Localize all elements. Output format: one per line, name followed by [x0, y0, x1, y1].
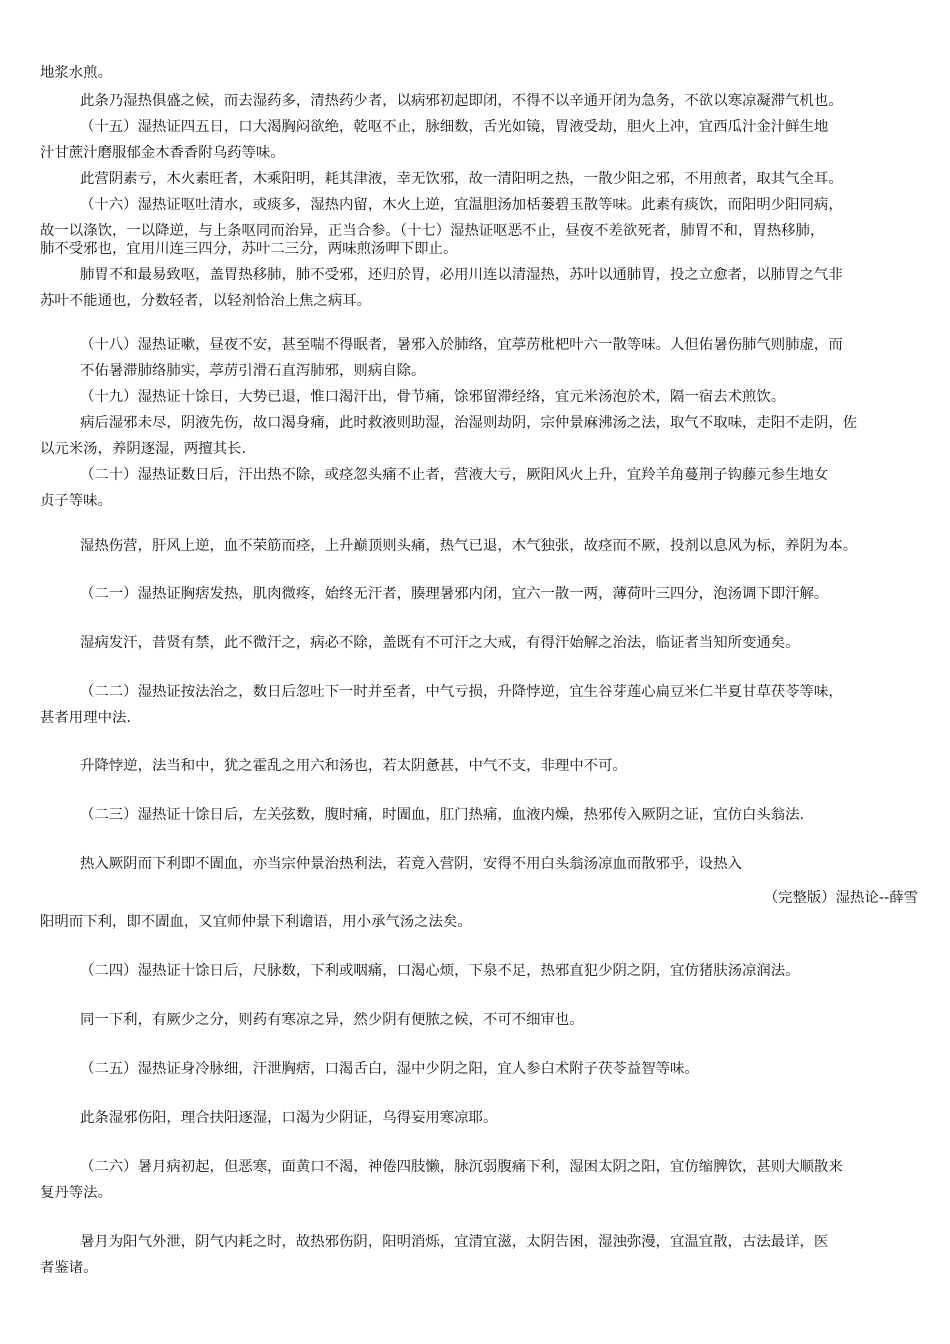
clause-line: 不佑暑滞肺络肺实，葶苈引滑石直泻肺邪，则病自除。 [80, 363, 426, 379]
commentary-line: 阳明而下利，即不圊血，又宜师仲景下利谵语，用小承气汤之法矣。 [40, 914, 472, 930]
commentary-line: 者鉴诸。 [40, 1260, 98, 1276]
commentary-line: 苏叶不能通也，分数轻者，以轻剂恰治上焦之病耳。 [40, 293, 371, 309]
clause-line: （二一）湿热证胸痞发热，肌肉微疼，始终无汗者，腠理暑邪内闭，宜六一散一两，薄荷叶三四分，泡汤调下即汗解。 [80, 586, 829, 602]
clause-line: （十六）湿热证呕吐清水，或痰多，湿热内留，木火上逆，宜温胆汤加栝蒌碧玉散等味。此素有痰饮，而阳明少阳同病， [80, 197, 843, 213]
clause-line: （二十）湿热证数日后，汗出热不除，或痉忽头痛不止者，营液大亏，厥阳风火上升，宜羚羊角蔓荆子钩藤元参生地女 [80, 467, 829, 483]
clause-line: 贞子等味。 [40, 493, 112, 509]
clause-line: （二三）湿热证十馀日后，左关弦数，腹时痛，时圊血，肛门热痛，血液内燥，热邪传入厥阴之证，宜仿白头翁法. [80, 807, 805, 823]
commentary-line: 湿病发汗，昔贤有禁，此不微汗之，病必不除，盖既有不可汗之大戒，有得汗始解之治法，临证者当知所变通矣。 [80, 635, 800, 651]
clause-line: 汁甘蔗汁磨服郁金木香香附乌药等味。 [40, 145, 285, 161]
commentary-line: 肺胃不和最易致呕，盖胃热移肺，肺不受邪，还归於胃，必用川连以清湿热，苏叶以通肺胃，投之立愈者，以肺胃之气非 [80, 267, 843, 283]
commentary-line: 病后湿邪未尽，阴液先伤，故口渴身痛，此时救液则助湿，治湿则劫阴，宗仲景麻沸汤之法，取气不取味，走阳不走阴，佐 [80, 415, 858, 431]
clause-line: 复丹等法。 [40, 1185, 112, 1201]
clause-line: 甚者用理中法. [40, 710, 131, 726]
commentary-line: 此营阴素亏，木火素旺者，木乘阳明，耗其津液，幸无饮邪，故一清阳明之热，一散少阳之邪，不用煎者，取其气全耳。 [80, 171, 843, 187]
clause-line: （二六）暑月病初起，但恶寒，面黄口不渴，神倦四肢懒，脉沉弱腹痛下利，湿困太阴之阳，宜仿缩脾饮，甚则大顺散来 [80, 1159, 843, 1175]
running-header: （完整版）湿热论--薛雪 [763, 890, 918, 906]
commentary-line: 此条乃湿热俱盛之候，而去湿药多，清热药少者，以病邪初起即闭，不得不以辛通开闭为急务，不欲以寒凉凝滞气机也。 [80, 93, 843, 109]
clause-line: 肺不受邪也，宜用川连三四分，苏叶二三分，两味煎汤呷下即止。 [40, 241, 458, 257]
clause-line: （二二）湿热证按法治之，数日后忽吐下一时并至者，中气亏损，升降悖逆，宜生谷芽莲心扁豆米仁半夏甘草茯苓等味， [80, 684, 843, 700]
clause-line: （十九）湿热证十馀日，大势已退，惟口渴汗出，骨节痛，馀邪留滞经络，宜元米汤泡於术，隔一宿去术煎饮。 [80, 389, 786, 405]
commentary-line: 暑月为阳气外泄，阴气内耗之时，故热邪伤阴，阳明消烁，宜清宜滋，太阴告困，湿浊弥漫，宜温宜散，古法最详，医 [80, 1234, 829, 1250]
commentary-line: 湿热伤营，肝风上逆，血不荣筋而痉，上升巅顶则头痛，热气已退，木气独张，故痉而不厥，投剂以息风为标，养阴为本。 [80, 538, 858, 554]
clause-line: （二四）湿热证十馀日后，尺脉数，下利或咽痛，口渴心烦，下泉不足，热邪直犯少阴之阴，宜仿猪肤汤凉润法。 [80, 963, 800, 979]
commentary-line: 同一下利，有厥少之分，则药有寒凉之异，然少阴有便脓之候，不可不细审也。 [80, 1012, 584, 1028]
clause-line: （十八）湿热证嗽，昼夜不安，甚至喘不得眠者，暑邪入於肺络，宜葶苈枇杷叶六一散等味。人但佑暑伤肺气则肺虚，而 [80, 337, 843, 353]
clause-line: （二五）湿热证身冷脉细，汗泄胸痞，口渴舌白，湿中少阴之阳，宜人参白术附子茯苓益智等味。 [80, 1061, 699, 1077]
commentary-line: 此条湿邪伤阳，理合扶阳逐湿，口渴为少阴证，乌得妄用寒凉耶。 [80, 1110, 498, 1126]
text-line: 地浆水煎。 [40, 65, 112, 81]
commentary-line: 热入厥阴而下利即不圊血，亦当宗仲景治热利法，若竟入营阴，安得不用白头翁汤凉血而散邪乎，设热入 [80, 856, 742, 872]
commentary-line: 以元米汤，养阴逐湿，两擅其长. [40, 441, 247, 457]
commentary-line: 升降悖逆，法当和中，犹之霍乱之用六和汤也，若太阴惫甚，中气不支，非理中不可。 [80, 758, 627, 774]
clause-line: 故一以涤饮，一以降逆，与上条呕同而治异，正当合参。（十七）湿热证呕恶不止，昼夜不差欲死者，肺胃不和，胃热移肺， [40, 223, 825, 239]
clause-line: （十五）湿热证四五日，口大渴胸闷欲绝，乾呕不止，脉细数，舌光如镜，胃液受劫，胆火上冲，宜西瓜汁金汁鲜生地 [80, 119, 829, 135]
